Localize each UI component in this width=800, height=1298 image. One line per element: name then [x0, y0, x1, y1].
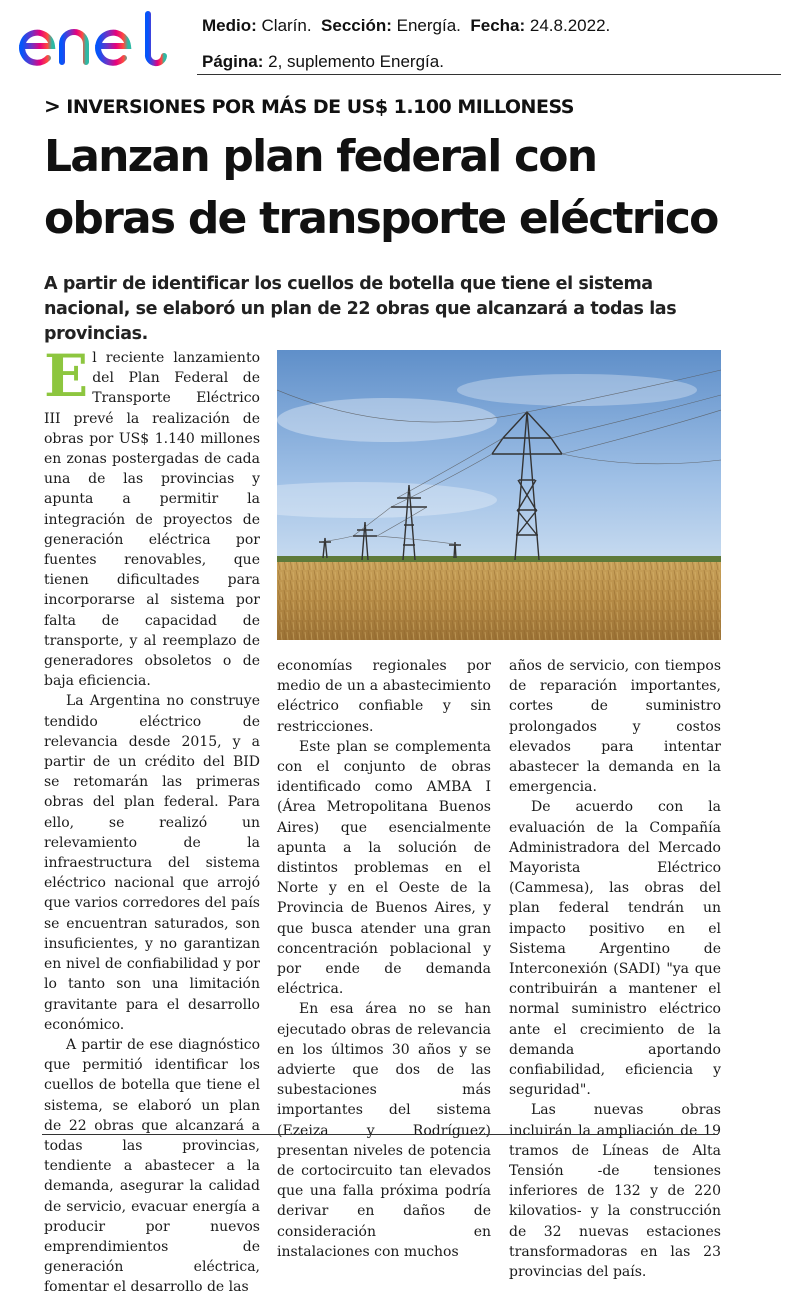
paragraph-9: Las nuevas obras incluirán la ampliación de 19 tramos de Líneas de Alta Tensión -de tensiones inferiores de 132 y de 220 kilovatios- y la construcción de 32 nuevas estaciones transformadoras en las 23 provincias del país.: [509, 1102, 721, 1281]
fecha-label: Fecha:: [470, 16, 526, 35]
paragraph-6: En esa área no se han ejecutado obras de relevancia en los últimos 30 años y se advierte que dos de las subestaciones más importantes del sistema (Ezeiza y Rodríguez) presentan niveles de potencia de cortocircuito tan elevados que una falla próxima podría derivar en daños de consideración en instalaciones con muchos: [277, 1001, 491, 1260]
paragraph-1: [44, 342, 260, 691]
article-column-2: [277, 656, 491, 1262]
paragraph-7: años de servicio, con tiempos de reparación importantes, cortes de suministro prolongados y costos elevados para intentar abastecer la demanda en la emergencia.: [509, 658, 721, 796]
article-kicker: [44, 94, 574, 118]
meta-line-1: [202, 8, 610, 44]
headline-line-2: obras de transporte eléctrico: [44, 193, 718, 244]
drop-cap: E: [44, 342, 89, 410]
paragraph-1-text: l reciente lanzamiento del Plan Federal de Transporte Eléctrico III prevé la realización de obras por US$ 1.140 millones en zonas postergadas de cada una de las provincias y apunta a permitir la integración de proyectos de generación eléctrica por fuentes renovables, que tienen dificultades para incorporarse al sistema por falta de capacidad de transporte, y al reemplazo de generadores obsoletos o de baja eficiencia.: [44, 350, 260, 690]
headline-line-1: Lanzan plan federal con: [44, 131, 597, 182]
footer-divider: [42, 1134, 718, 1135]
article-column-3: [509, 656, 721, 1282]
clipping-metadata: [202, 8, 610, 80]
pagina-label: Página:: [202, 52, 264, 71]
article-column-1: [44, 342, 260, 1298]
header-divider: [197, 74, 781, 75]
pagina-value: 2, suplemento Energía.: [268, 52, 444, 71]
medio-value: Clarín.: [261, 16, 312, 35]
medio-label: Medio:: [202, 16, 257, 35]
paragraph-4: economías regionales por medio de un a abastecimiento eléctrico confiable y sin restricciones.: [277, 658, 491, 735]
seccion-value: Energía.: [396, 16, 461, 35]
paragraph-8: De acuerdo con la evaluación de la Compañía Administradora del Mercado Mayorista Eléctrico (Cammesa), las obras del plan federal tendrán un impacto positivo en el Sistema Argentino de Interconexión (SADI) "ya que contribuirán a mantener el normal suministro eléctrico ante el crecimiento de la demanda aportando confiabilidad, eficiencia y seguridad".: [509, 799, 721, 1099]
article-headline: [44, 126, 744, 250]
enel-logo: [16, 6, 176, 70]
paragraph-3: A partir de ese diagnóstico que permitió identificar los cuellos de botella que tiene el sistema, se elaboró un plan de 22 obras que alcanzará a todas las provincias, tendiente a abastecer a la demanda, asegurar la calidad de servicio, evacuar energía a producir por nuevos emprendimientos de generación eléctrica, fomentar el desarrollo de las: [44, 1036, 260, 1296]
paragraph-2: La Argentina no construye tendido eléctrico de relevancia desde 2015, y a partir de un crédito del BID se retomarán las primeras obras del plan federal. Para ello, se realizó un relevamiento de la infraestructura del sistema eléctrico nacional que arrojó que varios corredores del país se encuentran saturados, son insuficientes, y no garantizan en nivel de confiabilidad y por lo tanto son una limitación gravitante para el desarrollo económico.: [44, 693, 260, 1033]
seccion-label: Sección:: [321, 16, 392, 35]
paragraph-5: Este plan se complementa con el conjunto de obras identificado como AMBA I (Área Metropolitana Buenos Aires) que esencialmente apunta a la solución de distintos problemas en el Norte y en el Oeste de la Provincia de Buenos Aires, y que busca atender una gran concentración poblacional y por ende de demanda eléctrica.: [277, 738, 491, 998]
kicker-text: INVERSIONES POR MÁS DE US$ 1.100 MILLONESS: [66, 96, 574, 118]
article-deck: A partir de identificar los cuellos de botella que tiene el sistema nacional, se elaboró un plan de 22 obras que alcanzará a todas las provincias.: [44, 274, 677, 344]
kicker-arrow-icon: >: [44, 94, 61, 118]
transmission-towers-photo: [277, 350, 721, 640]
fecha-value: 24.8.2022.: [529, 16, 611, 35]
